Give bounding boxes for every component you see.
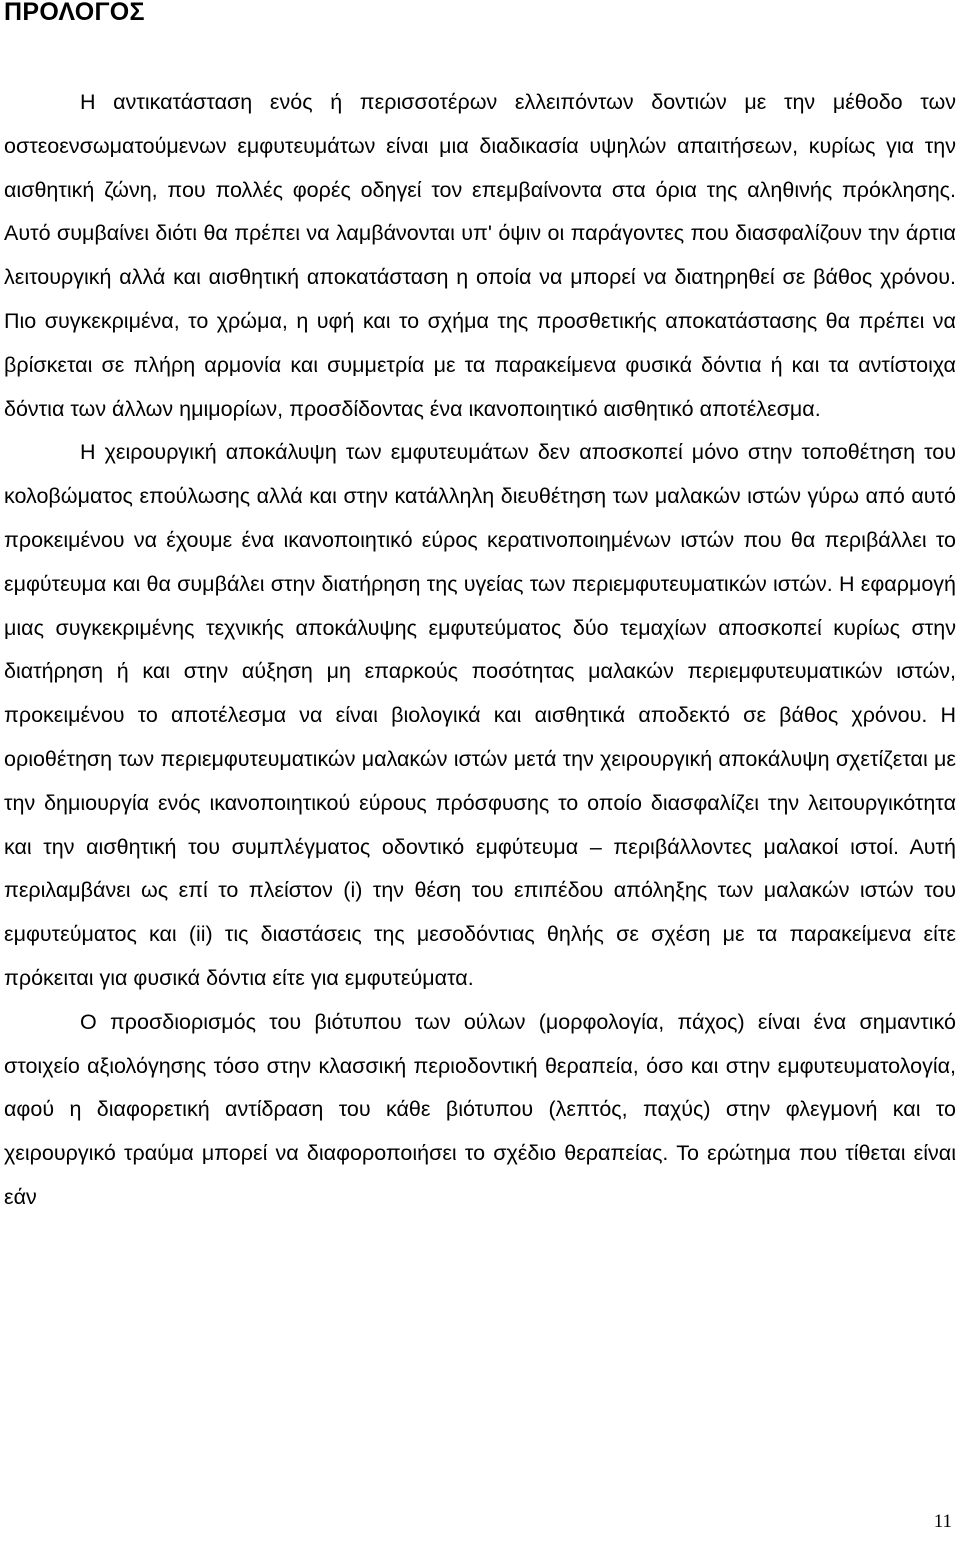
paragraph-3: Ο προσδιορισμός του βιότυπου των ούλων (μορφολογία, πάχος) είναι ένα σημαντικό στοιχείο αξιολόγησης τόσο στην κλασσική περιοδοντική θεραπεία, όσο και στην εμφυτευματολογία, αφού η διαφορετική αντίδραση του κάθε βιότυπου (λεπτός, παχύς) στην φλεγμονή και το χειρουργικό τραύμα μπορεί να διαφοροποιήσει το σχέδιο θεραπείας. Το ερώτημα που τίθεται είναι εάν	[4, 1009, 956, 1209]
paragraph-2: Η χειρουργική αποκάλυψη των εμφυτευμάτων δεν αποσκοπεί μόνο στην τοποθέτηση του κολοβώματος επούλωσης αλλά και στην κατάλληλη διευθέτηση των μαλακών ιστών γύρω από αυτό προκειμένου να έχουμε ένα ικανοποιητικό εύρος κερατινοποιημένων ιστών που θα περιβάλλει το εμφύτευμα και θα συμβάλει στην διατήρηση της υγείας των περιεμφυτευματικών ιστών. Η εφαρμογή μιας συγκεκριμένης τεχνικής αποκάλυψης εμφυτεύματος δύο τεμαχίων αποσκοπεί κυρίως στην διατήρηση ή και στην αύξηση μη επαρκούς ποσότητας μαλακών περιεμφυτευματικών ιστών, προκειμένου το αποτέλεσμα να είναι βιολογικά και αισθητικά αποδεκτό σε βάθος χρόνου. Η οριοθέτηση των περιεμφυτευματικών μαλακών ιστών μετά την χειρουργική αποκάλυψη σχετίζεται με την δημιουργία ενός ικανοποιητικού εύρους πρόσφυσης το οποίο διασφαλίζει την λειτουργικότητα και την αισθητική του συμπλέγματος οδοντικό εμφύτευμα – περιβάλλοντες μαλακοί ιστοί. Αυτή περιλαμβάνει ως επί το πλείστον (i) την θέση του επιπέδου απόληξης των μαλακών ιστών του εμφυτεύματος και (ii) τις διαστάσεις της μεσοδόντιας θηλής σε σχέση με τα παρακείμενα είτε πρόκειται για φυσικά δόντια είτε για εμφυτεύματα.	[4, 440, 956, 990]
page-number: 11	[933, 1511, 952, 1532]
section-heading: ΠΡΟΛΟΓΟΣ	[4, 0, 145, 26]
body-text	[4, 81, 956, 1220]
paragraph-1: Η αντικατάσταση ενός ή περισσοτέρων ελλειπόντων δοντιών με την μέθοδο των οστεοενσωματούμενων εμφυτευμάτων είναι μια διαδικασία υψηλών απαιτήσεων, κυρίως για την αισθητική ζώνη, που πολλές φορές οδηγεί τον επεμβαίνοντα στα όρια της αληθινής πρόκλησης. Αυτό συμβαίνει διότι θα πρέπει να λαμβάνονται υπ' όψιν οι παράγοντες που διασφαλίζουν την άρτια λειτουργική αλλά και αισθητική αποκατάσταση η οποία να μπορεί να διατηρηθεί σε βάθος χρόνου. Πιο συγκεκριμένα, το χρώμα, η υφή και το σχήμα της προσθετικής αποκατάστασης θα πρέπει να βρίσκεται σε πλήρη αρμονία και συμμετρία με τα παρακείμενα φυσικά δόντια ή και τα αντίστοιχα δόντια των άλλων ημιμορίων, προσδίδοντας ένα ικανοποιητικό αισθητικό αποτέλεσμα.	[4, 90, 956, 421]
